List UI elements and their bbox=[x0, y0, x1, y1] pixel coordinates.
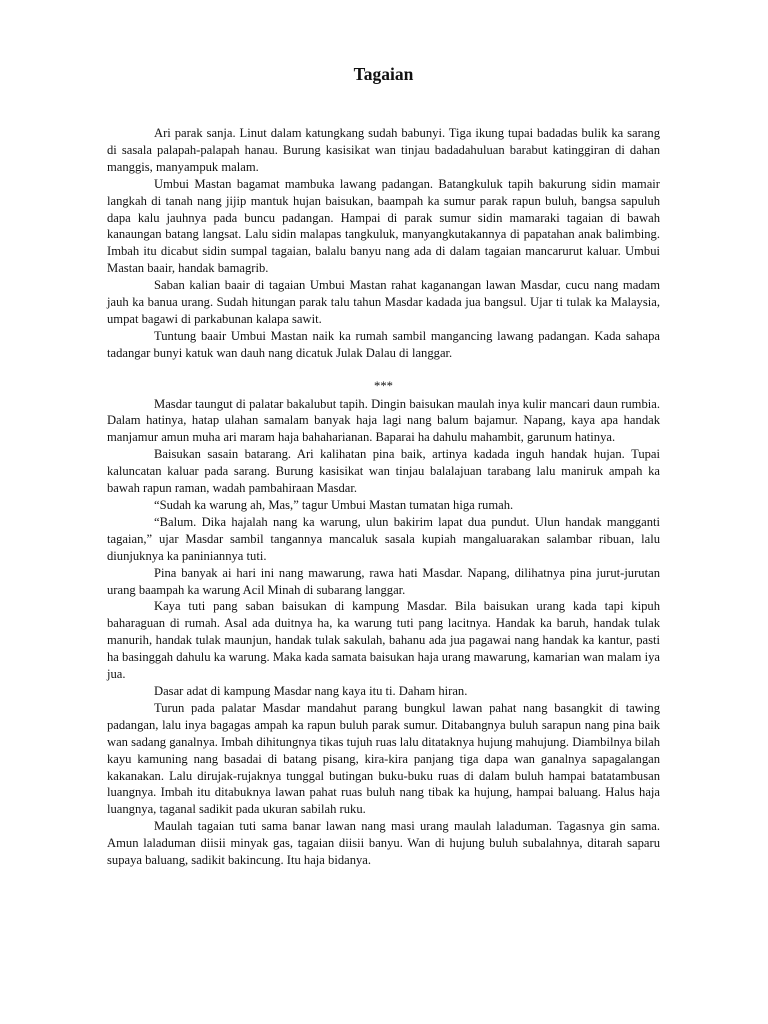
paragraph: Dasar adat di kampung Masdar nang kaya itu ti. Daham hiran. bbox=[154, 683, 468, 698]
paragraph: Masdar taungut di palatar bakalubut tapih. Dingin baisukan maulah inya kulir mancari daun rumbia. Dalam hatinya, hatap ulahan samalam banyak haja lagi nang balum bajamur. Napang, kaya apa handak manjamur amun muha ari maram haja bahaharianan. Baparai ha dahulu mahambit, garunum hatinya. bbox=[107, 396, 660, 445]
document-page bbox=[107, 62, 660, 869]
section-separator: *** bbox=[374, 378, 393, 393]
paragraph: “Sudah ka warung ah, Mas,” tagur Umbui Mastan tumatan higa rumah. bbox=[154, 498, 514, 513]
paragraph: Pina banyak ai hari ini nang mawarung, rawa hati Masdar. Napang, dilihatnya pina jurut-jurutan urang baampah ka warung Acil Minah di subarang langgar. bbox=[107, 565, 660, 597]
paragraph: Baisukan sasain batarang. Ari kalihatan pina baik, artinya kadada inguh handak hujan. Tupai kaluncatan kaluar pada sarang. Burung kasisikat wan tinjau balalajuan tarabang lalu maniruk ampah ka bawah rapun raman, wadah pambahiraan Masdar. bbox=[107, 447, 660, 496]
paragraph: Ari parak sanja. Linut dalam katungkang sudah babunyi. Tiga ikung tupai badadas bulik ka sarang di sasala palapah-palapah hanau. Burung kasisikat wan tinjau badadahuluan barabut katinggiran di dahan manggis, manyampuk malam. bbox=[107, 126, 660, 174]
paragraph: “Balum. Dika hajalah nang ka warung, ulun bakirim lapat dua pundut. Ulun handak mangganti tagaian,” ujar Masdar sambil tangannya mancaluk sasala kupiah mangaluarakan salambar ribuan, lalu diunjuknya ka paniniannya tuti. bbox=[107, 514, 660, 563]
paragraph: Kaya tuti pang saban baisukan di kampung Masdar. Bila baisukan urang kada tapi kipuh baharaguan di rumah. Asal ada duitnya ha, ka warung tuti pang lacitnya. Handak ka baruh, handak tulak manurih, handak tulak maunjun, handak tulak sakulah, bahanu ada jua pagawai nang handak ka kantur, pasti ha basinggah dahulu ka warung. Maka kada samata baisukan haja urang mawarung, kamarian wan malam iya jua. bbox=[107, 599, 660, 682]
paragraph: Tuntung baair Umbui Mastan naik ka rumah sambil mangancing lawang padangan. Kada sahapa tadangar bunyi katuk wan dauh nang dicatuk Julak Dalau di langgar. bbox=[107, 328, 660, 360]
paragraph: Turun pada palatar Masdar mandahut parang bungkul lawan pahat nang basangkit di tawing padangan, lalu inya bagagas ampah ka rapun buluh parak sumur. Ditabangnya buluh sarapun nang pina baik wan sadang ganalnya. Imbah dihitungnya tikas tujuh ruas lalu ditataknya hujung mahujung. Diambilnya bilah kayu kamuning nang basadai di batang pisang, kira-kira panjang tiga dapa wan ganalnya sapagalangan kakanakan. Lalu dirujak-rujaknya tunggal butingan buku-buku ruas di dalam buluh hampai batatambusan luangnya. Imbah itu ditabuknya lawan pahat ruas buluh nang tibak ka hujung, hampai baluang. Halus haja luangnya, taganal sadikit pada ukuran sabilah ruku. bbox=[107, 700, 660, 817]
paragraph: Saban kalian baair di tagaian Umbui Mastan rahat kaganangan lawan Masdar, cucu nang madam jauh ka banua urang. Sudah hitungan parak talu tahun Masdar kadada jua bangsul. Ujar ti tulak ka Malaysia, umpat bagawi di parkabunan kalapa sawit. bbox=[107, 278, 660, 326]
document-title: Tagaian bbox=[353, 64, 414, 84]
paragraph: Maulah tagaian tuti sama banar lawan nang masi urang maulah laladuman. Tagasnya gin sama. Amun laladuman diisii minyak gas, tagaian diisii banyu. Wan di hujung buluh subalahnya, ditarah saparu supaya baluang, sadikit bakincung. Itu haja bidanya. bbox=[107, 819, 660, 868]
paragraph: Umbui Mastan bagamat mambuka lawang padangan. Batangkuluk tapih bakurung sidin mamair langkah di tanah nang jijip mantuk hujan baisukan, baampah ka sumur parak rapun buluh, bangsa sapuluh dapa kalu jauhnya pada buncu padangan. Hampai di parak sumur sidin mamaraki tagaian di bawah kanaungan batang langsat. Lalu sidin malapas tangkuluk, manyangkutakannya di papatahan anak balimbing. Imbah itu dicabut sidin sumpal tagaian, balalu banyu nang ada di dalam tagaian mancarurut kaluar. Umbui Mastan baair, handak bamagrib. bbox=[107, 176, 660, 276]
document-body bbox=[107, 125, 660, 869]
